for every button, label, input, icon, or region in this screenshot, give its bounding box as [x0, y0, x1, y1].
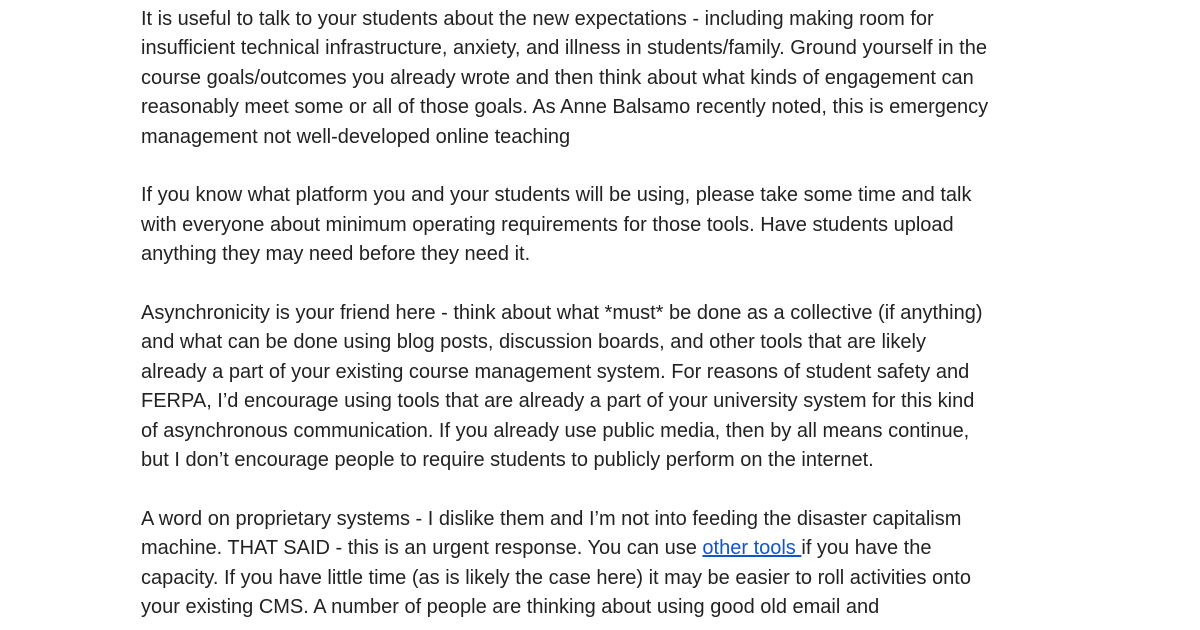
document-body: [141, 5, 1071, 630]
text-line: management not well-developed online teaching: [141, 125, 571, 148]
text-line: [141, 534, 1071, 563]
text-line: with everyone about minimum operating requirements for those tools. Have students upload: [141, 213, 954, 236]
text-segment: machine. THAT SAID - this is an urgent response. You can use: [141, 537, 703, 560]
text-line: It is useful to talk to your students about the new expectations - including making room for: [141, 8, 934, 30]
paragraph-asynchronicity: [141, 299, 1071, 475]
text-line: your existing CMS. A number of people are thinking about using good old email and: [141, 596, 880, 619]
text-line: of asynchronous communication. If you already use public media, then by all means continue,: [141, 419, 970, 442]
paragraph-proprietary-systems: [141, 505, 1071, 623]
text-line: but I don’t encourage people to require students to publicly perform on the internet.: [141, 449, 874, 472]
text-line: capacity. If you have little time (as is likely the case here) it may be easier to roll activities onto: [141, 566, 971, 589]
other-tools-link[interactable]: other tools: [702, 537, 802, 560]
text-line: already a part of your existing course management system. For reasons of student safety and: [141, 360, 970, 383]
text-line: anything they may need before they need it.: [141, 243, 531, 266]
text-line: Asynchronicity is your friend here - think about what *must* be done as a collective (if anything): [141, 302, 983, 325]
text-line: and what can be done using blog posts, discussion boards, and other tools that are likely: [141, 331, 926, 354]
text-line: insufficient technical infrastructure, anxiety, and illness in students/family. Ground yourself in the: [141, 37, 987, 60]
text-line: FERPA, I’d encourage using tools that are already a part of your university system for this kind: [141, 390, 975, 413]
paragraph-platform: [141, 181, 1071, 269]
text-line: If you know what platform you and your students will be using, please take some time and talk: [141, 184, 972, 207]
text-line: course goals/outcomes you already wrote and then think about what kinds of engagement can: [141, 66, 974, 89]
paragraph-expectations: [141, 5, 1071, 152]
text-segment: if you have the: [801, 537, 932, 560]
text-line: A word on proprietary systems - I dislike them and I’m not into feeding the disaster capitalism: [141, 507, 962, 530]
text-line: reasonably meet some or all of those goals. As Anne Balsamo recently noted, this is emergency: [141, 96, 989, 119]
